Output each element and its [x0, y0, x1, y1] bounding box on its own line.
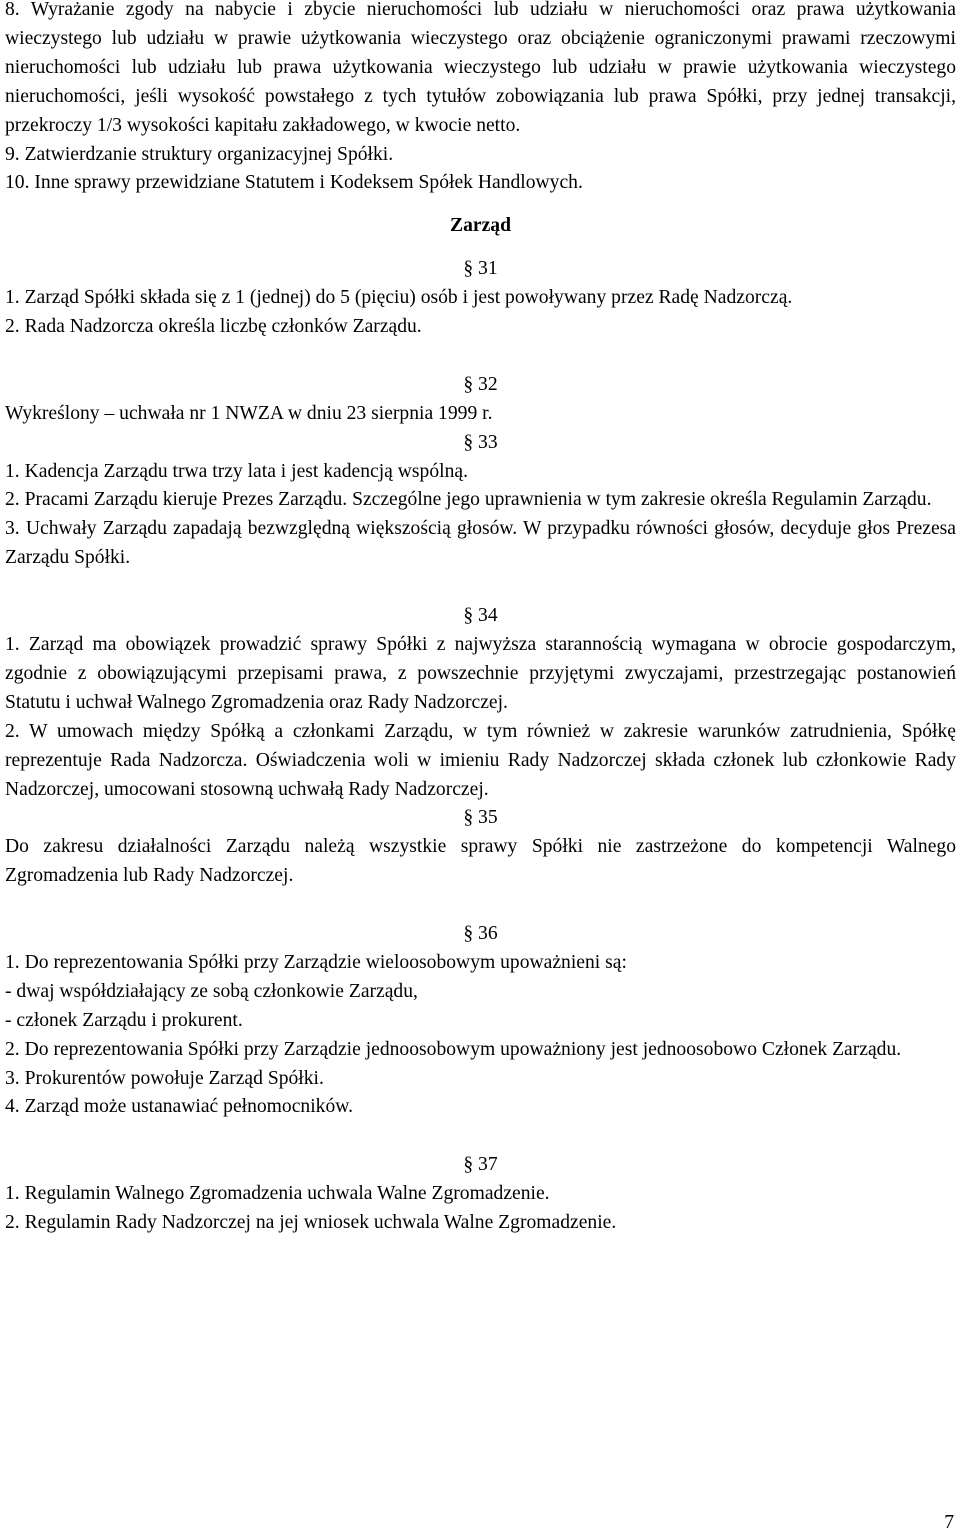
section-mark-33: § 33 — [463, 431, 498, 453]
paragraph-item-8: 8. Wyrażanie zgody na nabycie i zbycie nieruchomości lub udziału w nieruchomości oraz prawa użytkowania wieczystego lub udziału w prawie użytkowania wieczystego oraz obciążenie ograniczonymi prawami rzeczowymi nieruchomości lub udziału lub prawa użytkowania wieczystego lub udziału w prawie użytkowania wieczystego nieruchomości, jeśli wysokość powstałego z tych tytułów zobowiązania lub prawa Spółki, przy jednej transakcji, przekroczy 1/3 wysokości kapitału zakładowego, w kwocie netto. — [5, 0, 956, 136]
section-mark-34: § 34 — [463, 605, 498, 627]
section-mark-35: § 35 — [463, 807, 498, 829]
paragraph-36-1: 1. Do reprezentowania Spółki przy Zarządzie wieloosobowym upoważnieni są: — [5, 951, 627, 973]
paragraph-37-1: 1. Regulamin Walnego Zgromadzenia uchwala Walne Zgromadzenie. — [5, 1183, 550, 1205]
paragraph-35-1: Do zakresu działalności Zarządu należą wszystkie sprawy Spółki nie zastrzeżone do kompetencji Walnego Zgromadzenia lub Rady Nadzorczej. — [5, 836, 956, 887]
list-item-36-dash-1: - dwaj współdziałający ze sobą członkowie Zarządu, — [5, 980, 418, 1002]
paragraph-item-10: 10. Inne sprawy przewidziane Statutem i Kodeksem Spółek Handlowych. — [5, 172, 583, 194]
paragraph-31-1: 1. Zarząd Spółki składa się z 1 (jednej) do 5 (pięciu) osób i jest powoływany przez Radę Nadzorczą. — [5, 287, 793, 309]
paragraph-34-2: 2. W umowach między Spółką a członkami Zarządu, w tym również w zakresie warunków zatrudnienia, Spółkę reprezentuje Rada Nadzorcza. Oświadczenia woli w imieniu Rady Nadzorczej składa członek lub członkowie Rady Nadzorczej, umocowani stosowną uchwałą Rady Nadzorczej. — [5, 720, 956, 800]
paragraph-33-1: 1. Kadencja Zarządu trwa trzy lata i jest kadencją wspólną. — [5, 460, 468, 482]
paragraph-item-9: 9. Zatwierdzanie struktury organizacyjnej Spółki. — [5, 143, 394, 165]
paragraph-33-2: 2. Pracami Zarządu kieruje Prezes Zarządu. Szczególne jego uprawnienia w tym zakresie określa Regulamin Zarządu. — [5, 489, 932, 511]
paragraph-37-2: 2. Regulamin Rady Nadzorczej na jej wniosek uchwala Walne Zgromadzenie. — [5, 1212, 617, 1234]
paragraph-36-3: 3. Prokurentów powołuje Zarząd Spółki. — [5, 1067, 324, 1089]
paragraph-32-1: Wykreślony – uchwała nr 1 NWZA w dniu 23 sierpnia 1999 r. — [5, 402, 493, 424]
paragraph-34-1: 1. Zarząd ma obowiązek prowadzić sprawy Spółki z najwyższa starannością wymagana w obrocie gospodarczym, zgodnie z obowiązującymi przepisami prawa, z powszechnie przyjętymi zwyczajami, przestrzegając postanowień Statutu i uchwał Walnego Zgromadzenia oraz Rady Nadzorczej. — [5, 634, 956, 713]
section-mark-32: § 32 — [463, 373, 498, 395]
page-number: 7 — [944, 1512, 954, 1533]
list-item-36-dash-2: - członek Zarządu i prokurent. — [5, 1009, 243, 1031]
paragraph-33-3: 3. Uchwały Zarządu zapadają bezwzględną większością głosów. W przypadku równości głosów, decyduje głos Prezesa Zarządu Spółki. — [5, 518, 956, 569]
section-mark-36: § 36 — [463, 923, 498, 945]
section-mark-31: § 31 — [463, 258, 498, 280]
paragraph-36-2: 2. Do reprezentowania Spółki przy Zarządzie jednoosobowym upoważniony jest jednoosobowo Członek Zarządu. — [5, 1038, 902, 1060]
section-heading-zarzad: Zarząd — [450, 215, 511, 237]
paragraph-31-2: 2. Rada Nadzorcza określa liczbę członków Zarządu. — [5, 316, 422, 338]
document-page — [5, 0, 956, 1238]
section-mark-37: § 37 — [463, 1154, 498, 1176]
paragraph-36-4: 4. Zarząd może ustanawiać pełnomocników. — [5, 1096, 354, 1118]
